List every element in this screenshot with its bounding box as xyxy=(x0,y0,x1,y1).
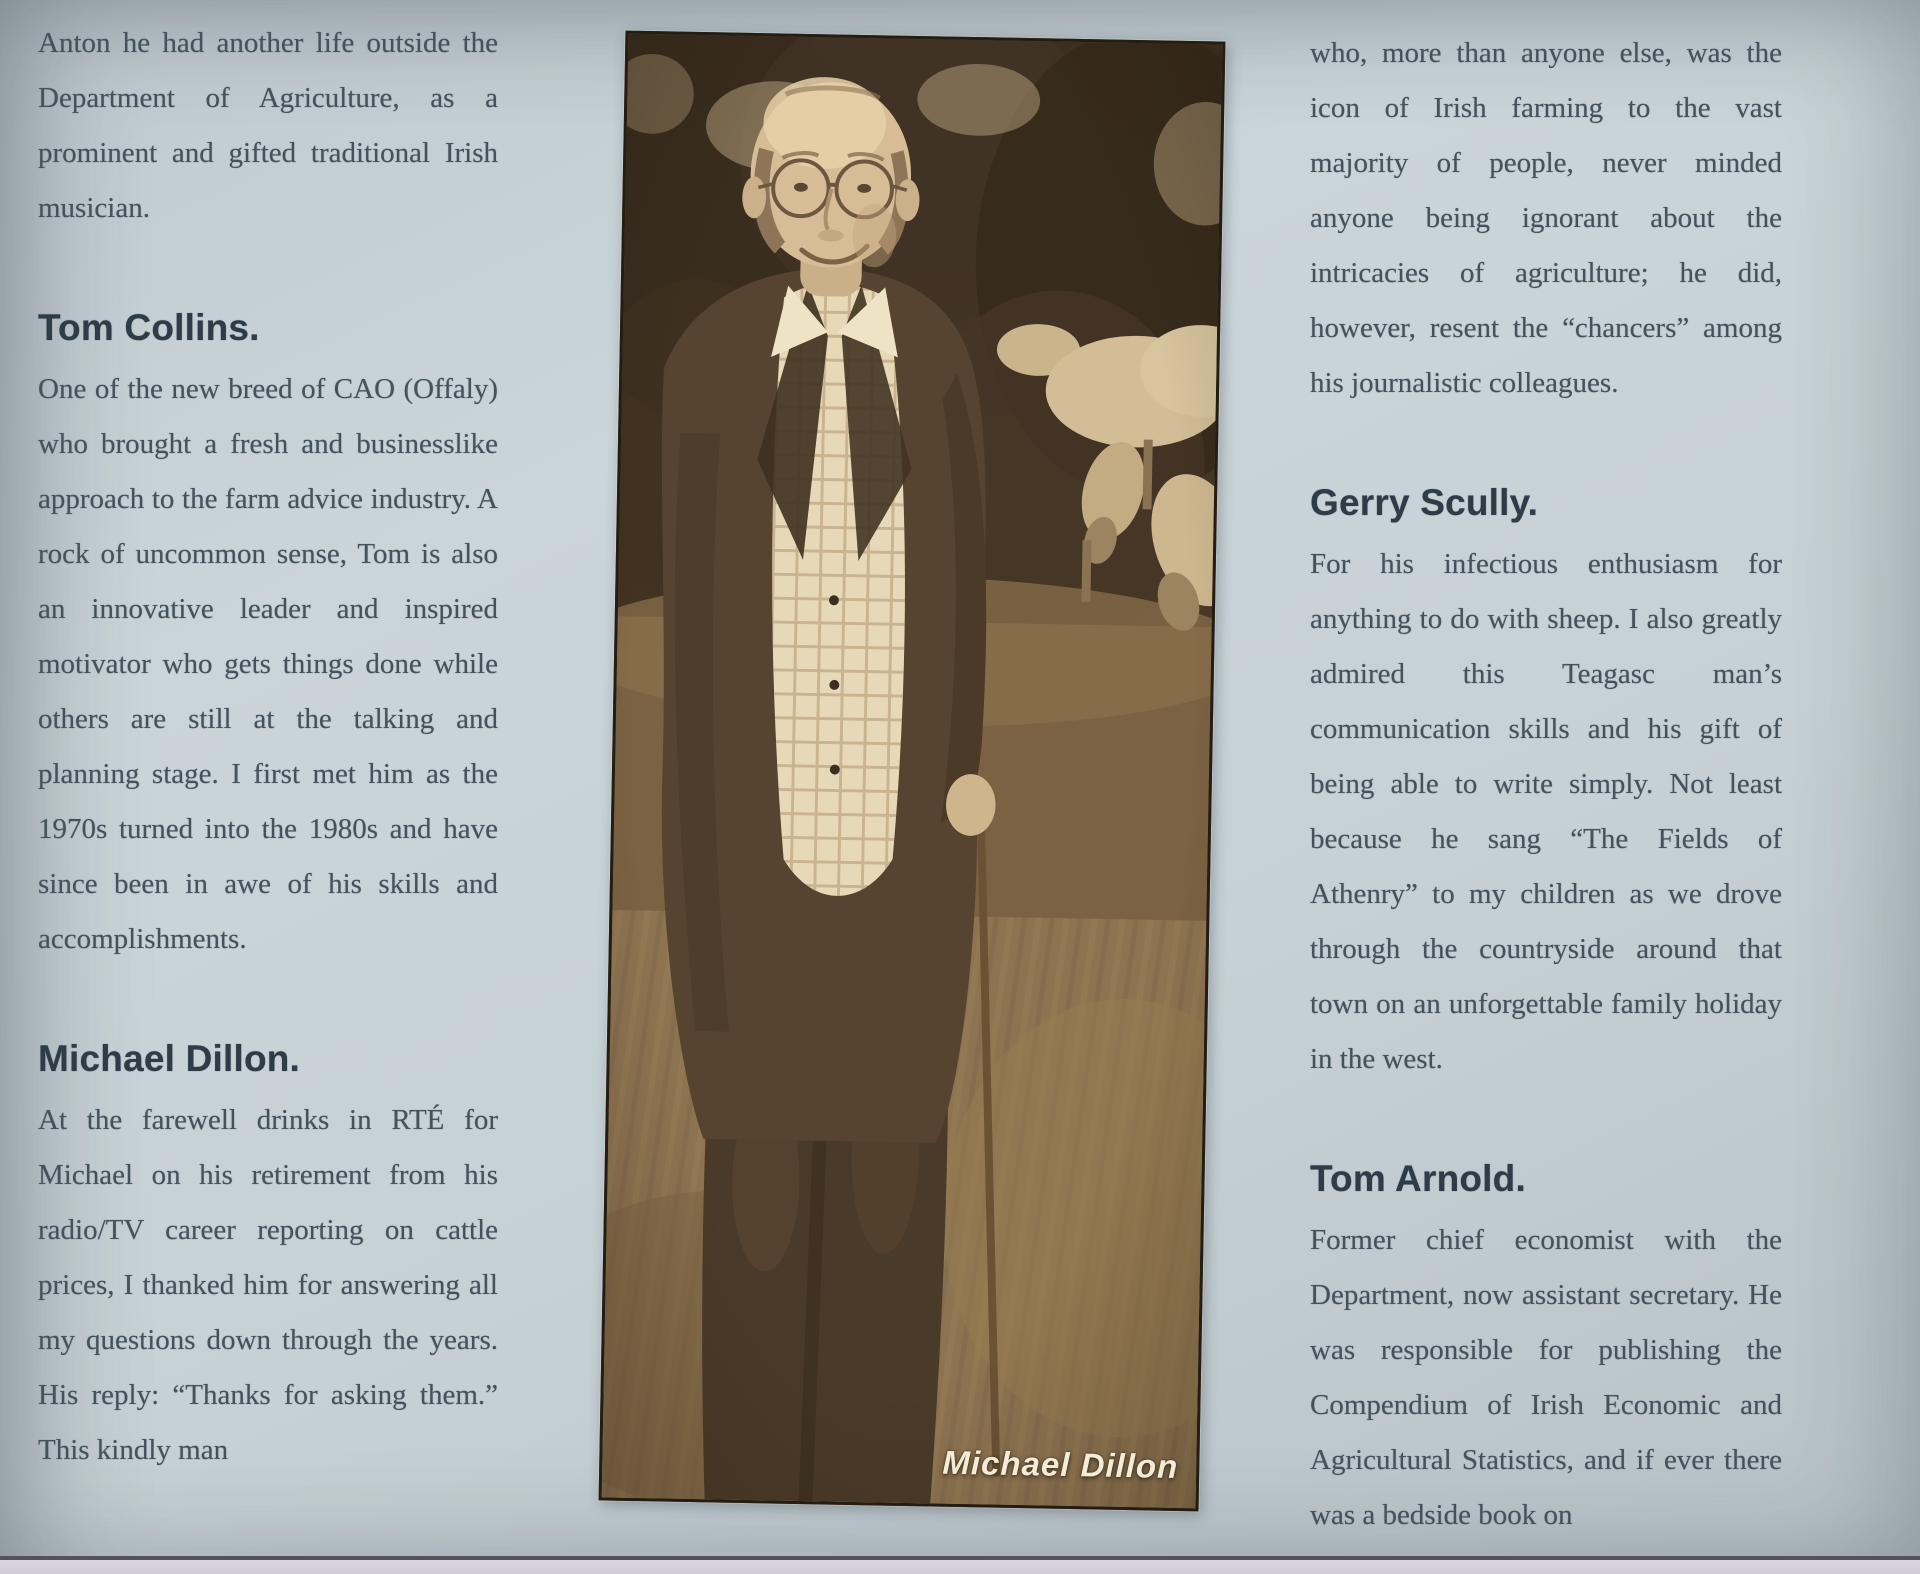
portrait-photo xyxy=(599,31,1226,1512)
paragraph-tom-collins: One of the new breed of CAO (Offaly) who brought a fresh and businesslike approach to the farm advice industry. A rock of uncommon sense, Tom is also an innovative leader and inspired motivator who gets things done while others are still at the talking and planning stage. I first met him as the 1970s turned into the 1980s and have since been in awe of his skills and accomplishments. xyxy=(38,373,498,955)
photo-caption: Michael Dillon xyxy=(942,1443,1179,1485)
left-column xyxy=(38,0,498,1478)
section-heading-gerry-scully: Gerry Scully. xyxy=(1310,482,1539,523)
right-column xyxy=(1310,0,1782,1543)
paragraph-gerry-scully: For his infectious enthusiasm for anything to do with sheep. I also greatly admired this Teagasc man’s communication skills and his gift of being able to write simply. Not least because he sang “The Fields of Athenry” to my children as we drove through the countryside around that town on an unforgettable family holiday in the west. xyxy=(1310,548,1782,1075)
section-heading-tom-arnold: Tom Arnold. xyxy=(1310,1158,1526,1199)
paragraph-anton-continuation: Anton he had another life outside the Department of Agriculture, as a prominent and gifted traditional Irish musician. xyxy=(38,27,498,224)
paragraph-michael-dillon: At the farewell drinks in RTÉ for Michael on his retirement from his radio/TV career reporting on cattle prices, I thanked him for answering all my questions down through the years. His reply: “Thanks for asking them.” This kindly man xyxy=(38,1104,498,1466)
section-heading-tom-collins: Tom Collins. xyxy=(38,307,260,348)
paragraph-dillon-continuation: who, more than anyone else, was the icon of Irish farming to the vast majority of people, never minded anyone being ignorant about the intricacies of agriculture; he did, however, resent the “chancers” among his journalistic colleagues. xyxy=(1310,37,1782,399)
page-edge-strip xyxy=(0,1560,1920,1574)
portrait-photo-art xyxy=(602,34,1223,1509)
paragraph-tom-arnold: Former chief economist with the Department, now assistant secretary. He was responsible for publishing the Compendium of Irish Economic and Agricultural Statistics, and if ever there was a bedside book on xyxy=(1310,1224,1782,1531)
section-heading-michael-dillon: Michael Dillon. xyxy=(38,1038,301,1079)
